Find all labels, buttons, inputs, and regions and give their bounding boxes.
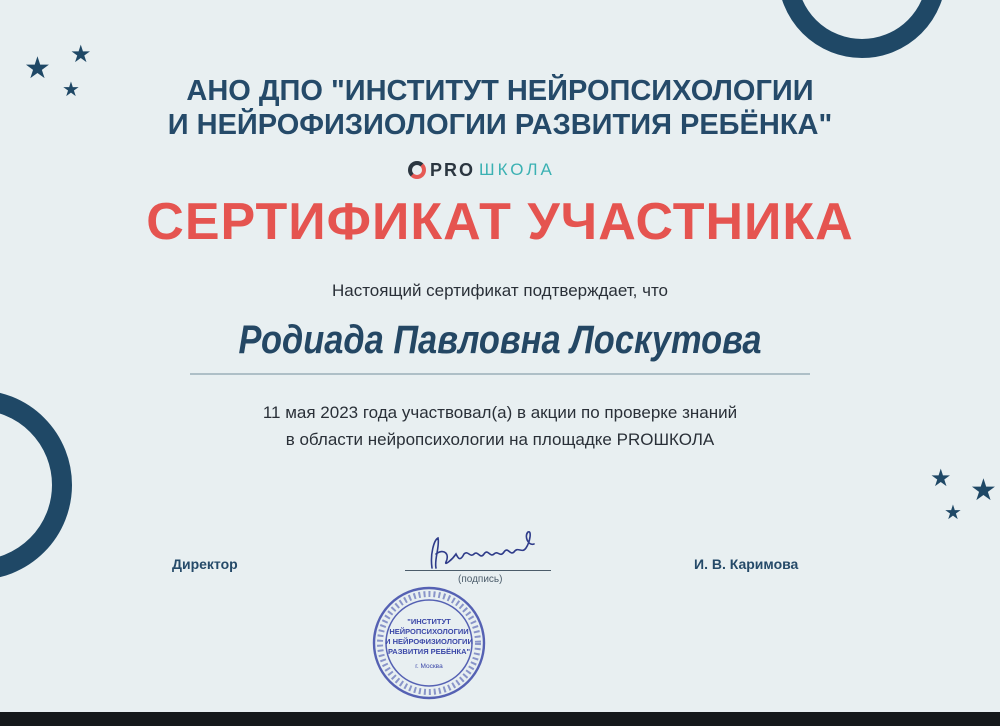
star-icon: ★ [62,77,80,101]
stamp-city: г. Москва [415,663,443,670]
signer-name: И. В. Каримова [694,556,799,572]
proschool-logo-icon [408,161,426,179]
certificate-title: СЕРТИФИКАТ УЧАСТНИКА [146,193,854,251]
stamp-line-1: "ИНСТИТУТ [407,617,451,626]
name-underline [190,373,810,375]
signature-line [405,570,551,571]
signature-caption: (подпись) [458,574,503,585]
recipient-name: Родиада Павловна Лоскутова [238,318,762,362]
institute-line-1: АНО ДПО "ИНСТИТУТ НЕЙРОПСИХОЛОГИИ [186,75,814,107]
logo-pro-text: PRO [430,159,476,180]
stamp-line-2: НЕЙРОПСИХОЛОГИИ [389,627,469,636]
event-line-2: в области нейропсихологии на площадке PROШКОЛА [285,430,715,449]
stamp-line-3: И НЕЙРОФИЗИОЛОГИИ [385,637,473,646]
logo-school-text: ШКОЛА [479,160,555,179]
proschool-logo [408,157,555,183]
star-icon: ★ [930,464,952,492]
institute-name [0,74,1000,142]
event-description [0,399,1000,453]
director-label: Директор [172,556,238,572]
star-icon: ★ [24,51,51,86]
star-icon: ★ [970,473,997,508]
handwritten-signature [424,524,544,574]
event-line-1: 11 мая 2023 года участвовал(а) в акции по проверке знаний [262,403,738,422]
confirm-text: Настоящий сертификат подтверждает, что [331,281,669,300]
bottom-bar [0,712,1000,726]
star-icon: ★ [944,500,962,524]
institute-line-2: И НЕЙРОФИЗИОЛОГИИ РАЗВИТИЯ РЕБЁНКА" [167,109,833,141]
star-icon: ★ [70,40,92,68]
stamp-seal [370,584,488,702]
stamp-line-4: РАЗВИТИЯ РЕБЁНКА" [387,647,471,656]
ring-decoration-top [778,0,946,58]
